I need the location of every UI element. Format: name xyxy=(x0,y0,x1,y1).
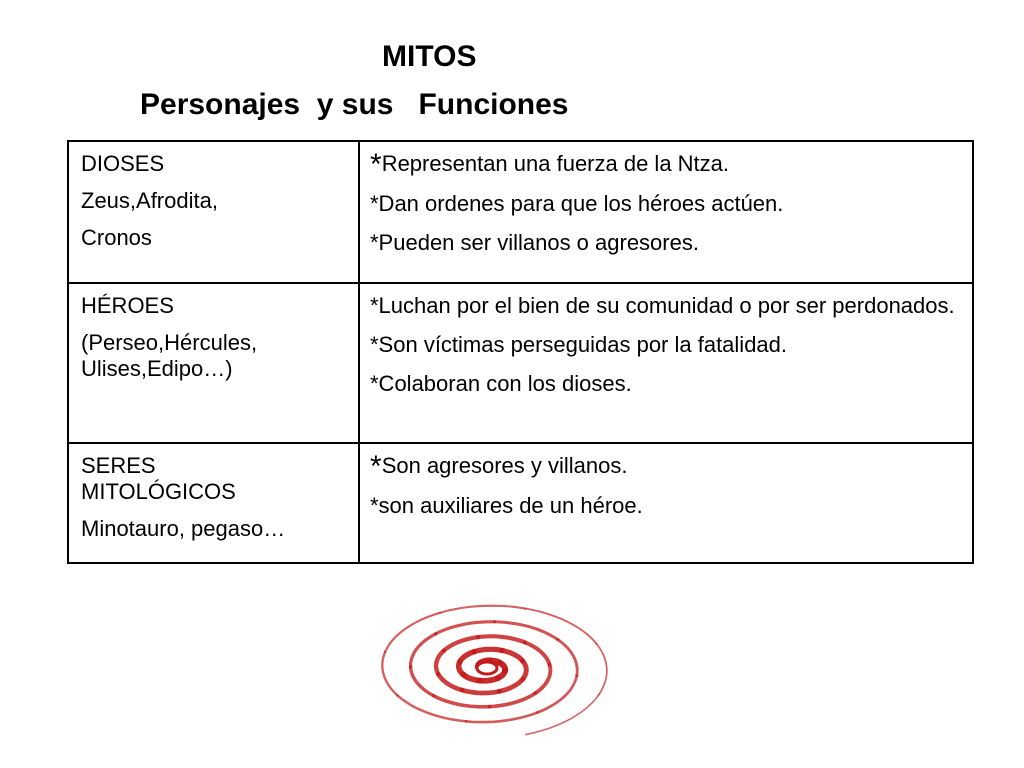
character-cell xyxy=(69,444,360,562)
function-item xyxy=(370,148,964,181)
bullet-star: * xyxy=(370,450,382,483)
character-type: HÉROES xyxy=(81,293,174,318)
character-examples: Zeus,Afrodita, xyxy=(81,188,218,213)
character-type: SERES MITOLÓGICOS xyxy=(81,453,236,504)
character-examples: Minotauro, pegaso… xyxy=(81,516,286,541)
function-item: *Dan ordenes para que los héroes actúen. xyxy=(370,191,784,216)
spiral-icon xyxy=(354,596,624,750)
function-cell xyxy=(360,444,972,562)
character-type: DIOSES xyxy=(81,151,165,176)
character-examples: (Perseo,Hércules, Ulises,Edipo…) xyxy=(81,330,258,381)
function-item: *Colaboran con los dioses. xyxy=(370,371,632,396)
function-text: Son agresores y villanos. xyxy=(381,453,628,478)
table-row xyxy=(69,444,972,562)
character-examples: Cronos xyxy=(81,225,152,250)
function-item xyxy=(370,450,964,483)
function-item: *Pueden ser villanos o agresores. xyxy=(370,230,699,255)
page-title: MITOS xyxy=(382,40,477,73)
table-row xyxy=(69,284,972,444)
function-item: *Son víctimas perseguidas por la fatalidad. xyxy=(370,332,788,357)
table-row xyxy=(69,142,972,284)
function-item: *son auxiliares de un héroe. xyxy=(370,493,643,518)
bullet-star: * xyxy=(370,148,382,181)
function-item: *Luchan por el bien de su comunidad o por ser perdonados. xyxy=(370,293,955,318)
character-cell xyxy=(69,284,360,442)
character-cell xyxy=(69,142,360,282)
myths-table xyxy=(67,140,974,564)
function-cell xyxy=(360,142,972,282)
function-cell xyxy=(360,284,972,442)
page-subtitle: Personajes y sus Funciones xyxy=(140,88,569,121)
function-text: Representan una fuerza de la Ntza. xyxy=(381,151,730,176)
